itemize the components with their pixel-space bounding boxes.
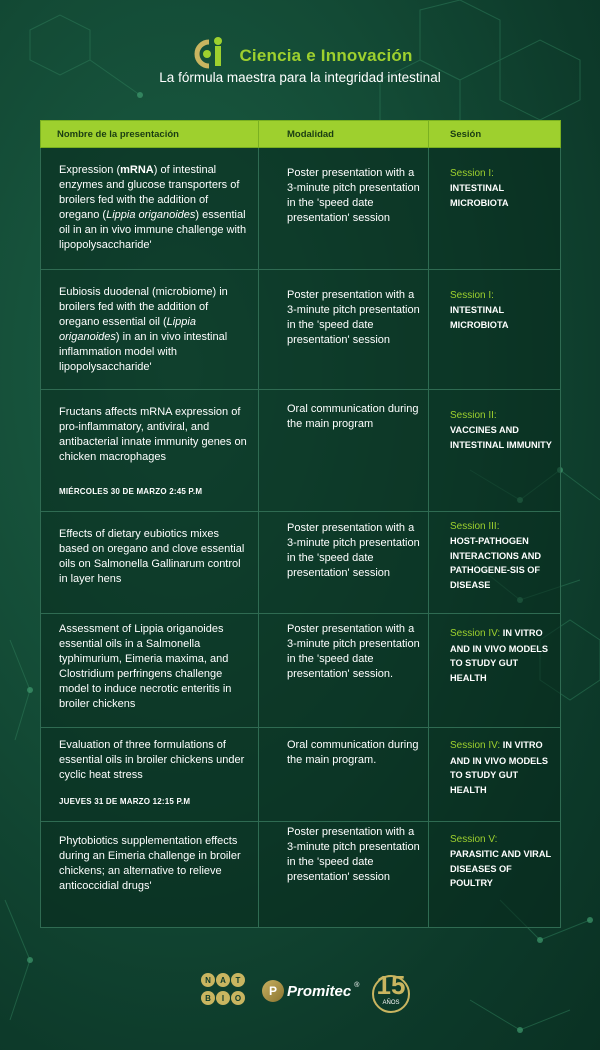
presentation-datetime: MIÉRCOLES 30 DE MARZO 2:45 P.M	[59, 487, 203, 496]
anniversary-word: AÑOS	[382, 1000, 400, 1006]
presentation-datetime: JUEVES 31 DE MARZO 12:15 P.M	[59, 797, 191, 806]
table-row	[41, 822, 561, 928]
session-cell	[429, 270, 561, 390]
session-heading	[450, 738, 554, 797]
title-text: Expression (	[59, 164, 121, 176]
session-title: INTESTINAL MICROBIOTA	[450, 183, 509, 208]
session-title: IN VITRO AND IN VIVO MODELS TO STUDY GUT HEALTH	[450, 740, 549, 795]
session-cell	[429, 148, 561, 270]
anniversary-number: 15	[376, 970, 406, 1000]
title-text: ) in an in vivo intestinal inflammation model with lipopolysaccharide'	[59, 331, 228, 373]
session-label: Session III:	[450, 521, 500, 532]
natbio-letter: B	[205, 994, 211, 1003]
natbio-letter: A	[220, 976, 226, 985]
brand-row	[0, 36, 600, 70]
modality: Poster presentation with a 3-minute pitch presentation in the 'speed date presentation' session.	[259, 614, 429, 728]
promitec-name: Promitec	[287, 982, 352, 1000]
title-bold: mRNA	[120, 164, 154, 176]
title-italic: Lippia origanoides	[106, 209, 196, 221]
tagline: La fórmula maestra para la integridad intestinal	[159, 70, 441, 85]
header	[0, 36, 600, 85]
session-label: Session V:	[450, 834, 498, 845]
title-italic: Lippia origanoides	[59, 316, 196, 343]
session-label: Session IV:	[450, 740, 501, 751]
presentation-title	[41, 728, 259, 822]
session-title: INTESTINAL MICROBIOTA	[450, 305, 509, 330]
natbio-letter: O	[234, 994, 242, 1003]
table-row	[41, 614, 561, 728]
presentation-title: Assessment of Lippia origanoides essential oils in a Salmonella typhimurium, Eimeria maxima, and Clostridium perfringens challenge model to induce necrotic enteritis in broiler chickens	[41, 614, 259, 728]
session-cell	[429, 390, 561, 512]
table-row	[41, 390, 561, 512]
header-modality: Modalidad	[259, 121, 429, 148]
anniversary-badge	[365, 964, 417, 1018]
session-heading	[450, 626, 554, 685]
modality: Poster presentation with a 3-minute pitch presentation in the 'speed date presentation' session	[259, 148, 429, 270]
session-label: Session II:	[450, 410, 497, 421]
title-text: Fructans affects mRNA expression of pro-inflammatory, antiviral, and antibacterial innate immunity genes on chicken macrophages	[59, 406, 247, 463]
session-title: HOST-PATHOGEN INTERACTIONS AND PATHOGENE-SIS OF DISEASE	[450, 536, 542, 590]
session-cell	[429, 614, 561, 728]
table-row	[41, 512, 561, 614]
session-title: VACCINES AND INTESTINAL IMMUNITY	[450, 425, 552, 450]
modality: Poster presentation with a 3-minute pitch presentation in the 'speed date presentation' session	[259, 270, 429, 390]
natbio-letter: I	[221, 994, 225, 1003]
natbio-letter: T	[235, 976, 241, 985]
promitec-logo	[262, 976, 360, 1006]
session-label: Session I:	[450, 290, 494, 301]
session-title: PARASITIC AND VIRAL DISEASES OF POULTRY	[450, 849, 551, 888]
title-text: ) essential oil in an in vivo immune challenge with lipopolysaccharide'	[59, 209, 247, 251]
table-row	[41, 728, 561, 822]
title-text: ) of intestinal enzymes and glucose transporters of broilers fed with the addition of oregano (	[59, 164, 240, 221]
presentation-title: Effects of dietary eubiotics mixes based on oregano and clove essential oils on Salmonella Gallinarum control in layer hens	[41, 512, 259, 614]
session-label: Session IV:	[450, 628, 501, 639]
table-header-row	[41, 121, 561, 148]
header-presentation-name: Nombre de la presentación	[41, 121, 259, 148]
session-cell	[429, 822, 561, 928]
presentations-table	[40, 120, 561, 928]
presentation-title	[41, 148, 259, 270]
session-cell	[429, 512, 561, 614]
modality: Poster presentation with a 3-minute pitch presentation in the 'speed date presentation' session	[259, 822, 429, 928]
session-title: IN VITRO AND IN VIVO MODELS TO STUDY GUT HEALTH	[450, 628, 549, 683]
promitec-mark-icon: P	[262, 980, 284, 1002]
presentation-title	[41, 390, 259, 512]
registered-mark: ®	[354, 982, 360, 989]
table-row	[41, 270, 561, 390]
presentation-title	[41, 270, 259, 390]
table-row	[41, 148, 561, 270]
ci-logo	[187, 36, 233, 70]
title-text: Eubiosis duodenal (microbiome) in broilers fed with the addition of oregano essential oil (	[59, 286, 228, 328]
modality: Poster presentation with a 3-minute pitch presentation in the 'speed date presentation' session	[259, 512, 429, 614]
title-text: Evaluation of three formulations of essential oils in broiler chickens under cyclic heat stress	[59, 739, 245, 781]
natbio-logo	[200, 968, 246, 1014]
modality: Oral communication during the main program.	[259, 728, 429, 822]
session-cell	[429, 728, 561, 822]
header-session: Sesión	[429, 121, 561, 148]
natbio-letter: N	[205, 976, 211, 985]
presentation-title: Phytobiotics supplementation effects during an Eimeria challenge in broiler chickens; an alternative to relieve anticoccidial drugs'	[41, 822, 259, 928]
session-label: Session I:	[450, 168, 494, 179]
brand-name: Ciencia e Innovación	[239, 46, 413, 65]
modality: Oral communication during the main program	[259, 390, 429, 512]
